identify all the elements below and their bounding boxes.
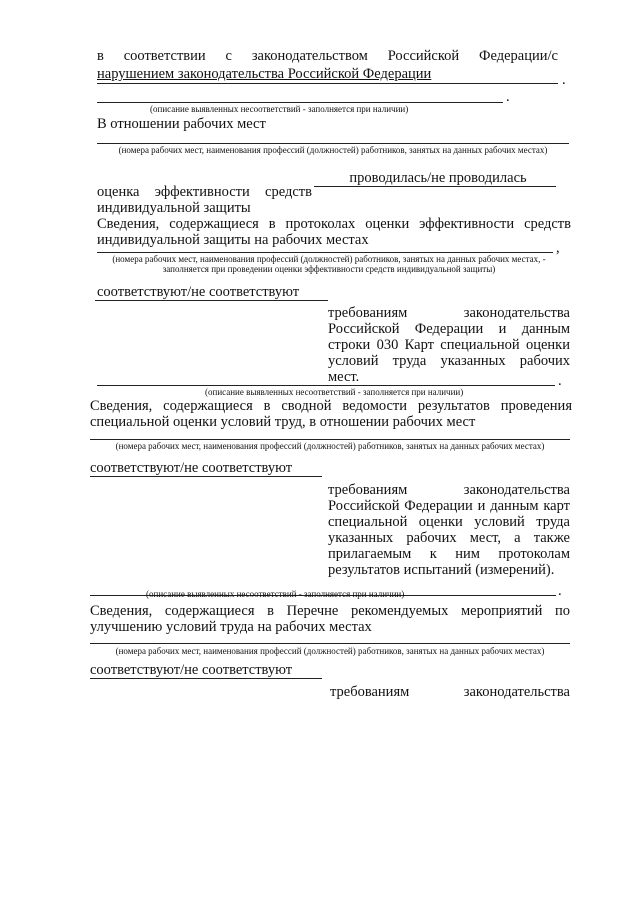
- word: средств: [265, 184, 312, 200]
- comply-underline-3: [90, 678, 322, 679]
- conducted-text: проводилась/не проводилась: [349, 170, 527, 186]
- eval-line-2: индивидуальной защиты: [97, 200, 251, 216]
- line-end: .: [562, 72, 566, 88]
- workplaces-heading: В отношении рабочих мест: [97, 116, 266, 132]
- word: оценка: [97, 184, 140, 200]
- comply-text: соответствуют/не соответствуют: [97, 284, 300, 300]
- workplaces-note: (номера рабочих мест, наименования профессий (должностей) работников, занятых на данных рабочих местах): [118, 145, 548, 155]
- requirements-paragraph-1: требованиям законодательства Российской Федерации и данным строки 030 Карт специальной оценки условий труда указанных рабочих мест.: [328, 305, 570, 385]
- word: в: [97, 48, 104, 64]
- conducted-status: [320, 170, 556, 186]
- comply-underline-2: [90, 476, 322, 477]
- word: законодательством: [251, 48, 368, 64]
- discrepancy-fill-line-2[interactable]: [97, 385, 555, 386]
- discrepancy-note-2: (описание выявленных несоответствий - заполняется при наличии): [205, 387, 464, 397]
- protocols-fill-line[interactable]: [97, 252, 553, 253]
- summary-note: (номера рабочих мест, наименования профессий (должностей) работников, занятых на данных рабочих местах): [115, 441, 545, 451]
- eval-line: [97, 184, 312, 200]
- word: требованиям: [330, 684, 410, 700]
- compliance-line: [97, 48, 558, 64]
- comply-text: соответствуют/не соответствуют: [90, 460, 293, 476]
- measures-fill-line[interactable]: [90, 643, 570, 644]
- line-end: ,: [556, 240, 560, 256]
- comply-choice-1: [97, 284, 299, 300]
- word: Российской: [387, 48, 460, 64]
- requirements-line-3: [330, 684, 570, 700]
- line-end: .: [506, 89, 510, 105]
- summary-fill-line[interactable]: [90, 439, 570, 440]
- violation-text: нарушением законодательства Российской Федерации: [97, 66, 432, 82]
- line-end: .: [558, 583, 562, 599]
- comply-text: соответствуют/не соответствуют: [90, 662, 293, 678]
- comply-underline-1: [95, 300, 328, 301]
- word: эффективности: [154, 184, 250, 200]
- word: законодательства: [463, 684, 570, 700]
- summary-paragraph: Сведения, содержащиеся в сводной ведомости результатов проведения специальной оценки условий труд, в отношении рабочих мест: [90, 398, 572, 430]
- discrepancy-note-3: (описание выявленных несоответствий - заполняется при наличии): [146, 589, 405, 599]
- word: Федерации/с: [479, 48, 558, 64]
- requirements-paragraph-2: требованиям законодательства Российской Федерации и данным карт специальной оценки условий труда указанных рабочих мест, а также прилагаемым к ним протоколам результатов испытаний (измерений).: [328, 482, 570, 578]
- word: соответствии: [123, 48, 206, 64]
- discrepancy-fill-line[interactable]: [97, 102, 503, 103]
- comply-choice-2: [90, 460, 292, 476]
- word: с: [225, 48, 232, 64]
- line-end: .: [558, 373, 562, 389]
- protocols-note: (номера рабочих мест, наименования профессий (должностей) работников, занятых на данных рабочих местах, - заполняется при проведении оценки эффективности средств индивидуальной защиты): [112, 254, 546, 274]
- protocols-paragraph: Сведения, содержащиеся в протоколах оценки эффективности средств индивидуальной защиты на рабочих местах: [97, 216, 571, 248]
- comply-choice-3: [90, 662, 292, 678]
- conducted-underline: [314, 186, 556, 187]
- discrepancy-note: (описание выявленных несоответствий - заполняется при наличии): [150, 104, 409, 114]
- measures-note: (номера рабочих мест, наименования профессий (должностей) работников, занятых на данных рабочих местах): [115, 646, 545, 656]
- violation-line: [97, 66, 431, 82]
- fill-line: [97, 83, 558, 84]
- measures-paragraph: Сведения, содержащиеся в Перечне рекомендуемых мероприятий по улучшению условий труда на рабочих местах: [90, 603, 570, 635]
- workplaces-fill-line[interactable]: [97, 143, 569, 144]
